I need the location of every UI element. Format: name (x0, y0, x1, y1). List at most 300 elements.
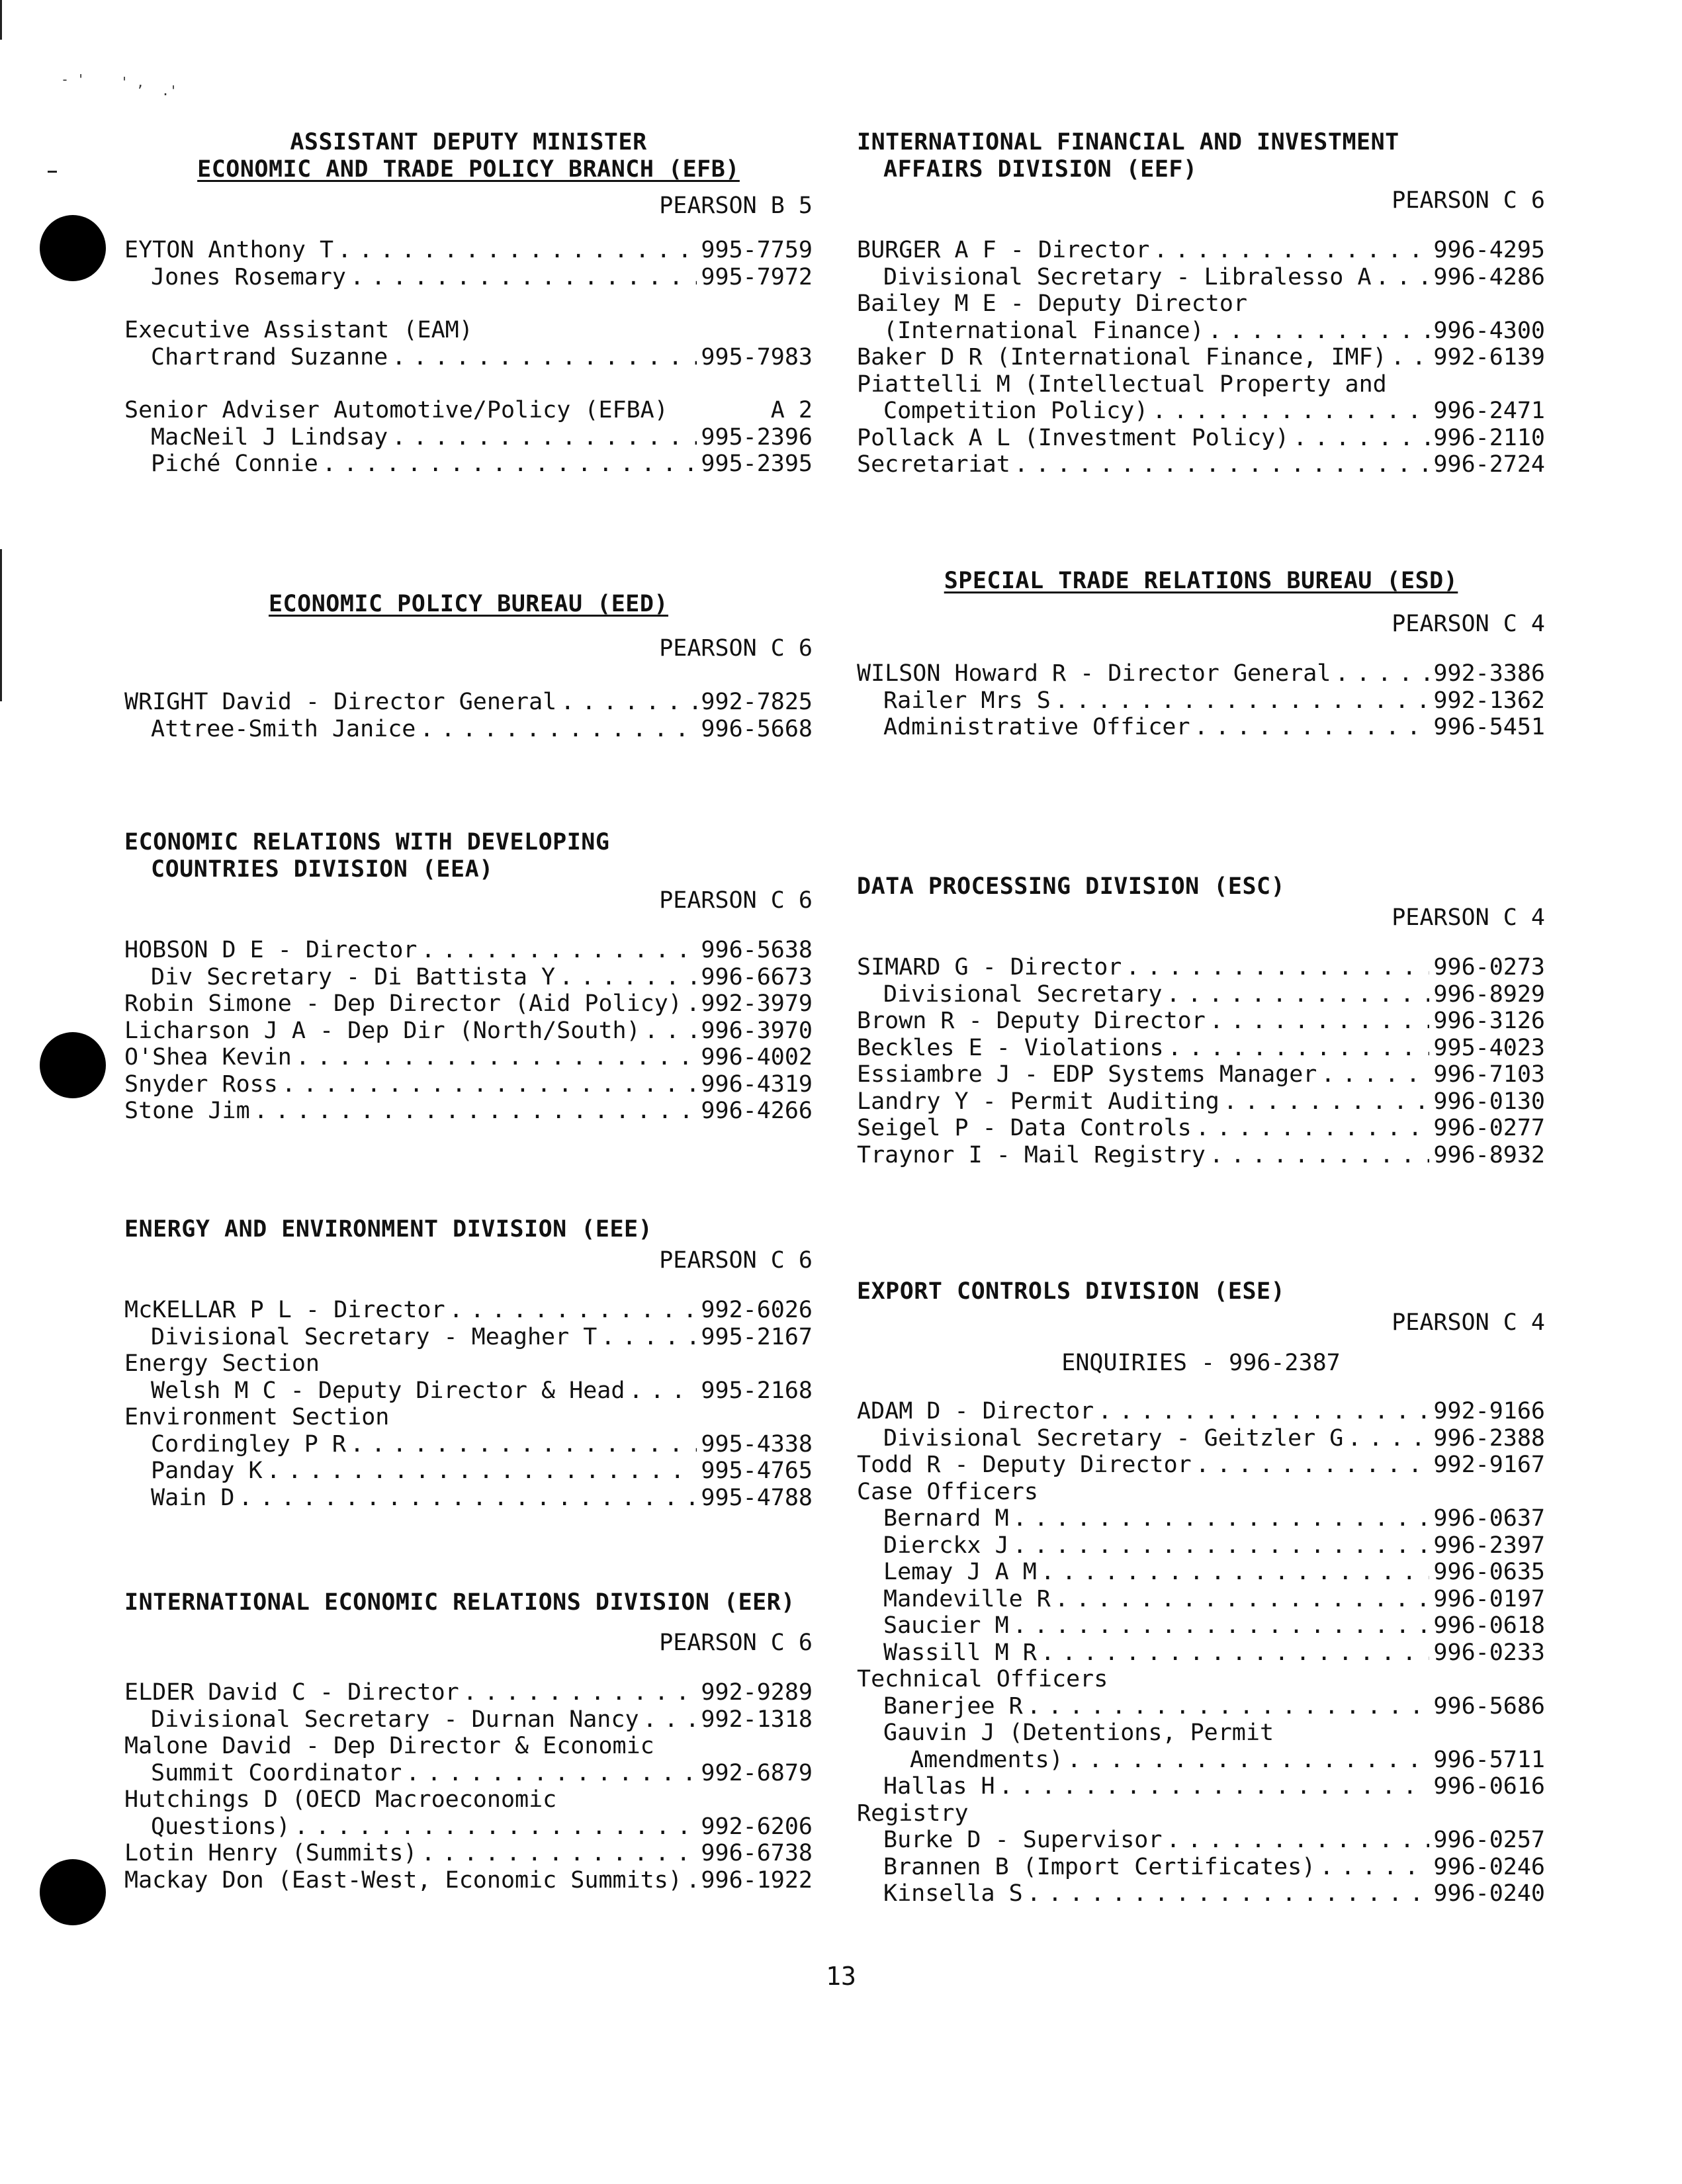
leader-dots (1293, 425, 1429, 452)
entry-phone: 996-3126 (1433, 1008, 1545, 1034)
section-title: DATA PROCESSING DIVISION (ESC) (857, 873, 1286, 900)
section-title (124, 156, 813, 183)
entry-list (857, 954, 1545, 1168)
building-label: PEARSON C 4 (1392, 904, 1545, 931)
leader-dots (1321, 1061, 1429, 1088)
directory-entry-line: Bailey M E - Deputy Director (857, 290, 1248, 317)
directory-entry (857, 1035, 1545, 1062)
entry-phone: 996-8932 (1433, 1141, 1545, 1168)
leader-dots (1166, 1827, 1429, 1854)
entry-phone: 992-1318 (701, 1706, 813, 1733)
directory-entry (124, 1679, 813, 1706)
directory-entry (124, 1431, 813, 1458)
entry-phone: 996-0197 (1433, 1585, 1545, 1612)
directory-entry (857, 1586, 1545, 1613)
entry-phone: 996-3970 (701, 1017, 813, 1044)
directory-entry (857, 1639, 1545, 1667)
entry-phone: 996-2471 (1433, 398, 1545, 424)
entry-phone: 992-6206 (701, 1813, 813, 1840)
entry-name: Wain D (151, 1484, 235, 1511)
section-title: ECONOMIC RELATIONS WITH DEVELOPING (124, 829, 610, 855)
directory-entry (857, 1398, 1545, 1425)
leader-dots (294, 1813, 697, 1841)
entry-name: Questions) (151, 1813, 290, 1840)
entry-name: Baker D R (International Finance, IMF) (857, 344, 1387, 371)
entry-phone: 996-4300 (1433, 317, 1545, 344)
directory-entry (857, 1088, 1545, 1115)
entry-name: EYTON Anthony T (124, 237, 334, 263)
leader-dots (1014, 451, 1430, 478)
entry-phone: 992-9166 (1433, 1398, 1545, 1424)
entry-phone: 995-2168 (701, 1377, 813, 1404)
subsection-label: Environment Section (124, 1404, 390, 1430)
entry-name: Panday K (151, 1458, 263, 1484)
leader-dots (1126, 954, 1429, 981)
entry-name: Todd R - Deputy Director (857, 1452, 1192, 1478)
leader-dots (1196, 1452, 1430, 1479)
directory-entry (857, 1532, 1545, 1559)
entry-list (857, 660, 1545, 741)
entry-name: Cordingley P R (151, 1430, 347, 1458)
entry-name: Attree-Smith Janice (151, 715, 416, 742)
leader-dots (1196, 1115, 1430, 1142)
entry-name: Brown R - Deputy Director (857, 1008, 1206, 1034)
scan-speck: ' , (120, 74, 145, 90)
building-label: PEARSON C 6 (659, 887, 813, 914)
leader-dots (1319, 1854, 1429, 1881)
leader-dots (254, 1098, 697, 1125)
scan-speck: - ' (61, 71, 85, 87)
leader-dots (1347, 1425, 1429, 1452)
directory-entry (124, 424, 813, 451)
building-label: PEARSON C 6 (1392, 187, 1545, 214)
entry-name: Traynor I - Mail Registry (857, 1141, 1206, 1168)
entry-name: Divisional Secretary - Libralesso A (883, 263, 1372, 290)
entry-name: Jones Rosemary (151, 263, 347, 290)
directory-entry (124, 237, 813, 264)
directory-entry (124, 1044, 813, 1071)
section-eea (124, 829, 813, 1125)
entry-name: Railer Mrs S (883, 687, 1051, 714)
entry-phone: 996-5686 (1433, 1692, 1545, 1720)
directory-entry (124, 451, 813, 478)
directory-entry (857, 1693, 1545, 1720)
section-title-text: ECONOMIC POLICY BUREAU (EED) (268, 591, 668, 617)
entry-name: Landry Y - Permit Auditing (857, 1088, 1219, 1115)
section-title: INTERNATIONAL ECONOMIC RELATIONS DIVISION (EER) (124, 1589, 795, 1616)
entry-phone: 996-1922 (701, 1866, 813, 1894)
directory-entry (857, 1505, 1545, 1532)
subsection-label: Case Officers (857, 1478, 1038, 1505)
directory-entry (857, 425, 1545, 452)
entry-name: Essiambre J - EDP Systems Manager (857, 1061, 1317, 1088)
entry-phone: 995-4023 (1433, 1034, 1545, 1061)
entry-phone: 996-6738 (701, 1840, 813, 1866)
section-eer (124, 1589, 813, 1894)
entry-name: Mandeville R (883, 1585, 1051, 1612)
leader-dots (1067, 1747, 1430, 1774)
section-title: ENERGY AND ENVIRONMENT DIVISION (EEE) (124, 1216, 653, 1243)
entry-name: Seigel P - Data Controls (857, 1115, 1192, 1141)
entry-phone: 996-4319 (701, 1070, 813, 1098)
leader-dots (644, 1018, 697, 1045)
entry-name: Divisional Secretary - Geitzler G (883, 1424, 1344, 1452)
leader-dots (421, 937, 697, 964)
entry-name: Lotin Henry (Summits) (124, 1840, 418, 1866)
directory-entry (857, 687, 1545, 715)
entry-phone: 996-4295 (1433, 237, 1545, 263)
punch-hole-icon (40, 1859, 106, 1925)
leader-dots (463, 1679, 697, 1706)
directory-entry (857, 714, 1545, 741)
entry-name: Burke D - Supervisor (883, 1827, 1163, 1853)
leader-dots (392, 424, 697, 451)
entry-phone: 992-6026 (701, 1297, 813, 1323)
leader-dots (1376, 264, 1430, 291)
section-esc (857, 873, 1545, 1168)
section-eef (857, 129, 1545, 478)
directory-entry (857, 1061, 1545, 1088)
directory-entry (124, 990, 813, 1018)
entry-name: Divisional Secretary - Durnan Nancy (151, 1706, 639, 1733)
subsection-label: Energy Section (124, 1350, 320, 1377)
directory-entry (124, 716, 813, 743)
section-eed (124, 591, 813, 742)
leader-dots (420, 716, 697, 743)
scan-edge-mark (0, 549, 2, 701)
leader-dots (1223, 1088, 1430, 1115)
leader-dots (643, 1706, 697, 1733)
section-ese (857, 1278, 1545, 1907)
entry-phone: 995-2396 (701, 423, 813, 451)
section-esd (857, 568, 1545, 741)
directory-entry-line: Gauvin J (Detentions, Permit (883, 1720, 1274, 1746)
entry-name: Mackay Don (East-West, Economic Summits) (124, 1866, 682, 1894)
entry-name: Div Secretary - Di Battista Y (151, 963, 556, 990)
leader-dots (350, 264, 697, 291)
building-label: PEARSON C 4 (1392, 1309, 1545, 1336)
directory-entry (857, 237, 1545, 264)
leader-dots (1041, 1559, 1430, 1586)
enquiries-line: ENQUIRIES - 996-2387 (1061, 1350, 1341, 1376)
subsection-label: Registry (857, 1800, 969, 1827)
directory-entry (124, 1867, 813, 1894)
section-efb (124, 129, 813, 478)
entry-phone: 995-4765 (701, 1458, 813, 1484)
entry-list (124, 1297, 813, 1511)
entry-name: WILSON Howard R - Director General (857, 660, 1331, 687)
entry-name: Bernard M (883, 1505, 1009, 1532)
directory-entry (857, 1425, 1545, 1452)
entry-name: Divisional Secretary - Meagher T (151, 1323, 598, 1350)
directory-entry (124, 1706, 813, 1733)
entry-name: Piché Connie (151, 451, 318, 477)
entry-phone: 996-2397 (1433, 1532, 1545, 1559)
entry-name: O'Shea Kevin (124, 1044, 292, 1070)
entry-phone: 996-5451 (1433, 714, 1545, 740)
directory-entry (124, 264, 813, 291)
entry-name: HOBSON D E - Director (124, 937, 418, 963)
directory-entry-line: Malone David - Dep Director & Economic (124, 1733, 654, 1759)
leader-dots (686, 990, 697, 1018)
entry-phone: 992-6879 (701, 1759, 813, 1786)
entry-phone: 992-7825 (701, 689, 813, 715)
directory-entry-line: Hutchings D (OECD Macroeconomic (124, 1786, 557, 1813)
building-label: PEARSON C 6 (659, 1630, 813, 1656)
entry-phone: 996-0277 (1433, 1115, 1545, 1141)
entry-name: ADAM D - Director (857, 1398, 1094, 1424)
directory-entry (857, 318, 1545, 345)
entry-phone: 992-1362 (1433, 687, 1545, 714)
entry-name: Kinsella S (883, 1880, 1023, 1907)
entry-name: Competition Policy) (883, 398, 1149, 424)
section-title (124, 591, 813, 618)
directory-entry (124, 1377, 813, 1405)
leader-dots (1152, 398, 1429, 425)
punch-hole-icon (40, 215, 106, 281)
directory-entry (857, 1559, 1545, 1586)
scan-edge-mark (0, 0, 2, 40)
leader-dots (1013, 1612, 1430, 1639)
entry-phone: 996-4002 (701, 1044, 813, 1070)
entry-name: Saucier M (883, 1612, 1009, 1639)
building-label: PEARSON C 6 (659, 1247, 813, 1274)
directory-entry (857, 1142, 1545, 1169)
directory-entry (857, 1452, 1545, 1479)
directory-entry (857, 1115, 1545, 1142)
directory-entry (124, 1098, 813, 1125)
directory-entry (124, 1840, 813, 1867)
leader-dots (1027, 1693, 1430, 1720)
entry-name: Banerjee R (883, 1692, 1023, 1720)
entry-phone: 996-2388 (1433, 1424, 1545, 1452)
leader-dots (296, 1044, 697, 1071)
entry-name: (International Finance) (883, 317, 1204, 344)
entry-phone: 996-6673 (701, 963, 813, 990)
entry-phone: 996-0635 (1433, 1559, 1545, 1585)
section-title (857, 568, 1545, 595)
entry-phone: 996-2724 (1433, 451, 1545, 478)
building-label: PEARSON C 4 (1392, 611, 1545, 637)
entry-name: Beckles E - Violations (857, 1034, 1164, 1061)
entry-list (124, 689, 813, 742)
entry-name: McKELLAR P L - Director (124, 1297, 445, 1323)
entry-phone: 995-2395 (701, 451, 813, 477)
section-eee (124, 1216, 813, 1511)
directory-entry (857, 1773, 1545, 1800)
leader-dots (267, 1458, 697, 1485)
directory-entry (857, 1612, 1545, 1639)
section-title-text: SPECIAL TRADE RELATIONS BUREAU (ESD) (944, 568, 1458, 594)
entry-phone: 992-9167 (1433, 1452, 1545, 1478)
leader-dots (686, 1867, 697, 1894)
leader-dots (1166, 981, 1429, 1008)
scan-dash-mark (48, 171, 57, 173)
entry-phone: 996-0233 (1433, 1639, 1545, 1666)
entry-name: BURGER A F - Director (857, 237, 1150, 263)
leader-dots (392, 344, 697, 371)
leader-dots (1055, 1586, 1430, 1613)
directory-entry (857, 398, 1545, 425)
leader-dots (350, 1431, 697, 1458)
entry-list (124, 237, 813, 478)
leader-dots (1335, 660, 1429, 687)
leader-dots (999, 1773, 1430, 1800)
entry-name: Wassill M R (883, 1639, 1037, 1666)
entry-phone: 995-4788 (701, 1484, 813, 1511)
entry-phone: 996-4286 (1433, 263, 1545, 290)
entry-phone: 995-4338 (701, 1430, 813, 1458)
entry-name: Chartrand Suzanne (151, 343, 388, 371)
entry-phone: 995-2167 (701, 1323, 813, 1350)
leader-dots (1013, 1505, 1430, 1532)
entry-phone: 996-4266 (701, 1098, 813, 1124)
leader-dots (601, 1324, 697, 1351)
directory-entry (857, 1827, 1545, 1854)
leader-dots (1168, 1035, 1430, 1062)
subsection-label (124, 397, 813, 424)
directory-entry (124, 344, 813, 371)
subsection-label: Technical Officers (857, 1666, 1108, 1692)
leader-dots (1013, 1532, 1430, 1559)
directory-entry (124, 1297, 813, 1324)
section-title: COUNTRIES DIVISION (EEA) (151, 856, 494, 883)
leader-dots (1391, 344, 1430, 371)
leader-dots (1154, 237, 1430, 264)
entry-phone: 992-3979 (701, 990, 813, 1017)
leader-dots (1098, 1398, 1429, 1425)
entry-name: Lemay J A M (883, 1559, 1037, 1585)
entry-name: ELDER David C - Director (124, 1679, 459, 1706)
entry-name: Welsh M C - Deputy Director & Head (151, 1377, 625, 1404)
directory-entry (124, 1813, 813, 1841)
leader-dots (406, 1760, 697, 1787)
entry-phone: 996-0130 (1433, 1088, 1545, 1115)
directory-entry (124, 1071, 813, 1098)
leader-dots (449, 1297, 697, 1324)
entry-phone: 996-0618 (1433, 1612, 1545, 1639)
leader-dots (560, 689, 697, 716)
entry-phone: 995-7759 (701, 237, 813, 263)
entry-list (857, 1398, 1545, 1907)
entry-phone: 992-9289 (701, 1679, 813, 1706)
entry-phone: 992-3386 (1433, 660, 1545, 687)
entry-list (124, 1679, 813, 1894)
directory-entry (857, 451, 1545, 478)
directory-entry (857, 660, 1545, 687)
directory-entry (124, 1760, 813, 1787)
leader-dots (1210, 1008, 1430, 1035)
directory-entry (857, 954, 1545, 981)
leader-dots (559, 964, 697, 991)
building-label: PEARSON C 6 (659, 635, 813, 662)
entry-name: Divisional Secretary (883, 981, 1163, 1008)
leader-dots (337, 237, 697, 264)
entry-phone: 995-7983 (701, 343, 813, 371)
entry-name: Dierckx J (883, 1532, 1009, 1559)
entry-phone: 995-7972 (701, 263, 813, 290)
section-title-text: ECONOMIC AND TRADE POLICY BRANCH (EFB) (197, 156, 740, 183)
subsection-title: Senior Adviser Automotive/Policy (EFBA) (124, 397, 668, 423)
entry-name: Stone Jim (124, 1098, 250, 1124)
entry-name: Snyder Ross (124, 1070, 278, 1098)
directory-entry (857, 981, 1545, 1008)
entry-phone: 996-5711 (1433, 1746, 1545, 1773)
entry-list (124, 937, 813, 1125)
entry-name: Brannen B (Import Certificates) (883, 1853, 1316, 1880)
directory-entry (857, 264, 1545, 291)
scan-speck: .' (161, 83, 178, 99)
entry-phone: 996-0637 (1433, 1505, 1545, 1532)
leader-dots (322, 451, 697, 478)
entry-name: Robin Simone - Dep Director (Aid Policy) (124, 990, 682, 1017)
directory-entry (124, 1485, 813, 1512)
leader-dots (421, 1840, 697, 1867)
subsection-label: Executive Assistant (EAM) (124, 317, 473, 343)
entry-name: MacNeil J Lindsay (151, 423, 388, 451)
directory-entry (124, 1458, 813, 1485)
leader-dots (238, 1485, 697, 1512)
entry-phone: 996-0616 (1433, 1773, 1545, 1800)
entry-name: Administrative Officer (883, 714, 1190, 740)
directory-entry (857, 1854, 1545, 1881)
entry-name: Hallas H (883, 1773, 995, 1800)
leader-dots (282, 1071, 697, 1098)
leader-dots (1055, 687, 1430, 715)
entry-name: SIMARD G - Director (857, 954, 1122, 981)
directory-entry (124, 937, 813, 964)
directory-entry (124, 964, 813, 991)
leader-dots (1041, 1639, 1430, 1667)
entry-phone: 996-0257 (1433, 1827, 1545, 1853)
entry-phone: 996-5668 (701, 715, 813, 742)
entry-phone: 996-0246 (1433, 1853, 1545, 1880)
punch-hole-icon (40, 1032, 106, 1098)
entry-phone: 992-6139 (1433, 344, 1545, 371)
directory-entry (124, 689, 813, 716)
entry-phone: 996-5638 (701, 937, 813, 963)
section-title: INTERNATIONAL FINANCIAL AND INVESTMENT (857, 129, 1399, 155)
entry-phone: 996-0240 (1433, 1880, 1545, 1907)
section-title: AFFAIRS DIVISION (EEF) (883, 156, 1198, 183)
entry-name: Summit Coordinator (151, 1759, 402, 1786)
directory-entry (857, 1008, 1545, 1035)
entry-name: Licharson J A - Dep Dir (North/South) (124, 1017, 641, 1044)
entry-name: Amendments) (910, 1746, 1063, 1773)
directory-entry (857, 344, 1545, 371)
leader-dots (1194, 714, 1430, 741)
building-label: PEARSON B 5 (659, 193, 813, 219)
entry-name: Secretariat (857, 451, 1010, 478)
leader-dots (1027, 1880, 1430, 1907)
entry-phone: 996-8929 (1433, 981, 1545, 1008)
section-title: EXPORT CONTROLS DIVISION (ESE) (857, 1278, 1286, 1305)
entry-list (857, 237, 1545, 478)
leader-dots (1210, 1142, 1430, 1169)
entry-phone: 996-7103 (1433, 1061, 1545, 1088)
directory-entry (124, 1324, 813, 1351)
section-title: ASSISTANT DEPUTY MINISTER (290, 129, 647, 155)
page-number: 13 (826, 1962, 856, 1991)
entry-name: Pollack A L (Investment Policy) (857, 424, 1290, 451)
directory-entry-line: Piattelli M (Intellectual Property and (857, 371, 1387, 398)
entry-phone: 996-0273 (1433, 954, 1545, 981)
entry-phone: 996-2110 (1433, 424, 1545, 451)
directory-entry (124, 1018, 813, 1045)
leader-dots (629, 1377, 697, 1405)
room-label: A 2 (770, 397, 813, 423)
directory-entry (857, 1747, 1545, 1774)
